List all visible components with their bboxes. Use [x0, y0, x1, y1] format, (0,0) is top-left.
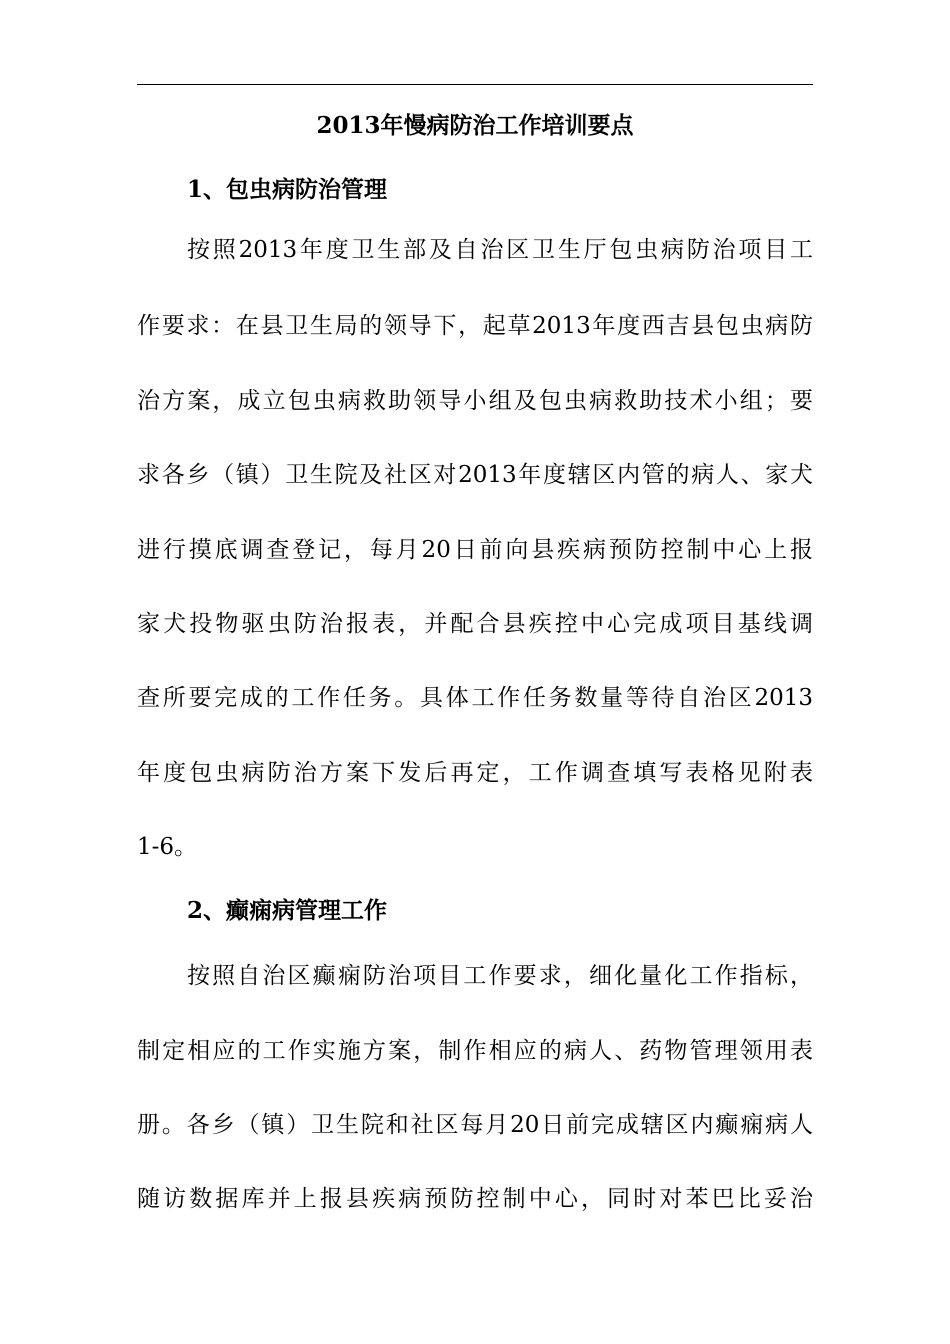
paragraph-line: 随访数据库并上报县疾病预防控制中心，同时对苯巴比妥治	[137, 1186, 813, 1212]
document-title: 2013年慢病防治工作培训要点	[316, 112, 634, 139]
paragraph-line: 家犬投物驱虫防治报表，并配合县疾控中心完成项目基线调	[137, 611, 813, 637]
section-heading-1: 1、包虫病防治管理	[187, 176, 388, 203]
paragraph-line: 1-6。	[137, 834, 198, 860]
paragraph-line: 制定相应的工作实施方案，制作相应的病人、药物管理领用表	[137, 1038, 813, 1064]
paragraph-line: 册。各乡（镇）卫生院和社区每月20日前完成辖区内癫痫病人	[137, 1112, 813, 1138]
paragraph-line: 按照2013年度卫生部及自治区卫生厅包虫病防治项目工	[187, 237, 813, 263]
section-heading-2: 2、癫痫病管理工作	[187, 897, 388, 924]
paragraph-line: 按照自治区癫痫防治项目工作要求，细化量化工作指标，	[187, 963, 813, 989]
paragraph-line: 进行摸底调查登记，每月20日前向县疾病预防控制中心上报	[137, 537, 813, 563]
paragraph-line: 求各乡（镇）卫生院及社区对2013年度辖区内管的病人、家犬	[137, 462, 813, 488]
paragraph-line: 治方案，成立包虫病救助领导小组及包虫病救助技术小组；要	[137, 388, 813, 414]
paragraph-line: 作要求：在县卫生局的领导下，起草2013年度西吉县包虫病防	[137, 313, 813, 339]
paragraph-line: 查所要完成的工作任务。具体工作任务数量等待自治区2013	[137, 685, 813, 711]
header-rule	[137, 84, 813, 85]
paragraph-line: 年度包虫病防治方案下发后再定，工作调查填写表格见附表	[137, 760, 813, 786]
